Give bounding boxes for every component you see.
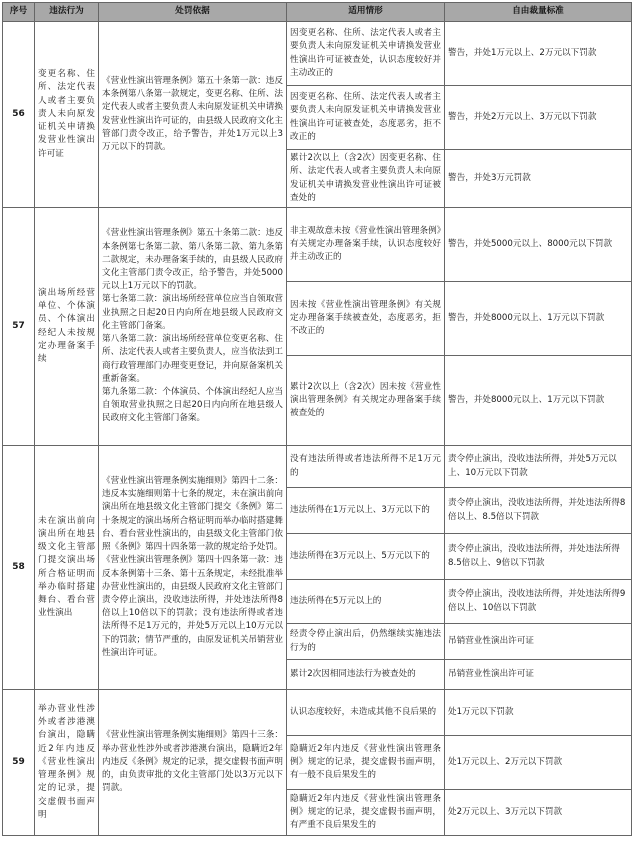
header-row xyxy=(3,3,632,22)
table-row xyxy=(3,22,632,86)
situation-cell: 因变更名称、住所、法定代表人或者主要负责人未向原发证机关申请换发营业性演出许可证被查处，态度恶劣，拒不改正的 xyxy=(287,86,445,150)
basis-cell: 《营业性演出管理条例实施细则》第四十三条：举办营业性涉外或者涉港澳台演出，隐瞒近2年内违反《条例》规定的记录，提交虚假书面声明的，由负责审批的文化主管部门处以3万元以下罚款。 xyxy=(99,690,287,836)
table-row xyxy=(3,690,632,736)
standard-cell: 责令停止演出，没收违法所得，并处违法所得9倍以上、10倍以下罚款 xyxy=(445,580,632,624)
standard-cell: 警告，并处2万元以上、3万元以下罚款 xyxy=(445,86,632,150)
situation-cell: 累计2次因相同违法行为被查处的 xyxy=(287,660,445,690)
standard-cell: 警告，并处3万元罚款 xyxy=(445,150,632,208)
standard-cell: 警告，并处1万元以上、2万元以下罚款 xyxy=(445,22,632,86)
violation-cell: 未在演出前向演出所在地县级文化主管部门提交演出场所合格证明而举办临时搭建舞台、看台营业性演出 xyxy=(35,446,99,690)
standard-cell: 处1万元以上、2万元以下罚款 xyxy=(445,736,632,790)
header-violation: 违法行为 xyxy=(35,3,99,22)
situation-cell: 没有违法所得或者违法所得不足1万元的 xyxy=(287,446,445,488)
header-standard: 自由裁量标准 xyxy=(445,3,632,22)
standard-cell: 吊销营业性演出许可证 xyxy=(445,624,632,660)
table-row xyxy=(3,446,632,488)
situation-cell: 违法所得在5万元以上的 xyxy=(287,580,445,624)
situation-cell: 违法所得在3万元以上、5万元以下的 xyxy=(287,534,445,580)
situation-cell: 非主观故意未按《营业性演出管理条例》有关规定办理备案手续，认识态度较好并主动改正的 xyxy=(287,208,445,282)
situation-cell: 隐瞒近2年内违反《营业性演出管理条例》规定的记录，提交虚假书面声明，有一般不良后果发生的 xyxy=(287,736,445,790)
situation-cell: 因未按《营业性演出管理条例》有关规定办理备案手续被查处，态度恶劣，拒不改正的 xyxy=(287,282,445,356)
standard-cell: 处2万元以上、3万元以下罚款 xyxy=(445,790,632,836)
basis-text: 《营业性演出管理条例实施细则》第四十二条：违反本实施细则第十七条的规定，未在演出前向演出所在地县级文化主管部门提交《条例》第二十条规定的演出场所合格证明而举办临时搭建舞台、看台营业性演出的，由县级文化主管部门依照《条例》第四十四条第一款的规定给予处罚。 《营业性演出管理条例》第四十四条第一款：违反本条例第十三条、第十五条规定，未经批准举办营业性演出的，由县级人民政府文化主管部门责令停止演出，没收违法所得，并处违法所得8倍以上10倍以下的罚款；没有违法所得或者违法所得不足1万元的，并处5万元以上10万元以下的罚款；情节严重的，由原发证机关吊销营业性演出许可证。 xyxy=(102,476,283,658)
header-basis: 处罚依据 xyxy=(99,3,287,22)
row-number: 59 xyxy=(3,690,35,836)
violation-cell: 演出场所经营单位、个体演员、个体演出经纪人未按规定办理备案手续 xyxy=(35,208,99,446)
situation-cell: 累计2次以上（含2次）因未按《营业性演出管理条例》有关规定办理备案手续被查处的 xyxy=(287,356,445,446)
situation-cell: 经责令停止演出后，仍然继续实施违法行为的 xyxy=(287,624,445,660)
header-situation: 适用情形 xyxy=(287,3,445,22)
row-number: 58 xyxy=(3,446,35,690)
basis-cell xyxy=(99,446,287,690)
standard-cell: 警告，并处8000元以上、1万元以下罚款 xyxy=(445,282,632,356)
violation-cell: 变更名称、住所、法定代表人或者主要负责人未向原发证机关申请换发营业性演出许可证 xyxy=(35,22,99,208)
standard-cell: 吊销营业性演出许可证 xyxy=(445,660,632,690)
standard-cell: 责令停止演出，没收违法所得，并处违法所得8.5倍以上、9倍以下罚款 xyxy=(445,534,632,580)
basis-text: 《营业性演出管理条例》第五十条第二款：违反本条例第七条第二款、第八条第二款、第九条第二款规定，未办理备案手续的，由县级人民政府文化主管部门责令改正，给予警告，并处5000元以上1万元以下的罚款。 第七条第二款：演出场所经营单位应当自领取营业执照之日起20日内向所在地县级人民政府文化主管部门备案。 第八条第二款：演出场所经营单位变更名称、住所、法定代表人或者主要负责人，应当依法到工商行政管理部门办理变更登记，并向原备案机关重新备案。 第九条第二款：个体演员、个体演出经纪人应当自领取营业执照之日起20日内向所在地县级人民政府文化主管部门备案。 xyxy=(102,228,283,424)
row-number: 57 xyxy=(3,208,35,446)
situation-cell: 累计2次以上（含2次）因变更名称、住所、法定代表人或者主要负责人未向原发证机关申请换发营业性演出许可证被查处的 xyxy=(287,150,445,208)
penalty-table xyxy=(2,2,632,836)
violation-cell: 举办营业性涉外或者涉港澳台演出，隐瞒近2年内违反《营业性演出管理条例》规定的记录，提交虚假书面声明 xyxy=(35,690,99,836)
header-no: 序号 xyxy=(3,3,35,22)
basis-cell: 《营业性演出管理条例》第五十条第一款：违反本条例第八条第一款规定，变更名称、住所、法定代表人或者主要负责人未向原发证机关申请换发营业性演出许可证的，由县级人民政府文化主管部门责令改正，给予警告，并处1万元以上3万元以下的罚款。 xyxy=(99,22,287,208)
standard-cell: 处1万元以下罚款 xyxy=(445,690,632,736)
situation-cell: 隐瞒近2年内违反《营业性演出管理条例》规定的记录，提交虚假书面声明，有严重不良后果发生的 xyxy=(287,790,445,836)
situation-cell: 认识态度较好，未造成其他不良后果的 xyxy=(287,690,445,736)
standard-cell: 警告，并处5000元以上、8000元以下罚款 xyxy=(445,208,632,282)
situation-cell: 违法所得在1万元以上、3万元以下的 xyxy=(287,488,445,534)
basis-cell xyxy=(99,208,287,446)
row-number: 56 xyxy=(3,22,35,208)
standard-cell: 警告，并处8000元以上、1万元以下罚款 xyxy=(445,356,632,446)
table-body xyxy=(3,22,632,836)
situation-cell: 因变更名称、住所、法定代表人或者主要负责人未向原发证机关申请换发营业性演出许可证被查处，认识态度较好并主动改正的 xyxy=(287,22,445,86)
standard-cell: 责令停止演出，没收违法所得，并处5万元以上、10万元以下罚款 xyxy=(445,446,632,488)
table-row xyxy=(3,208,632,282)
standard-cell: 责令停止演出，没收违法所得，并处违法所得8倍以上、8.5倍以下罚款 xyxy=(445,488,632,534)
